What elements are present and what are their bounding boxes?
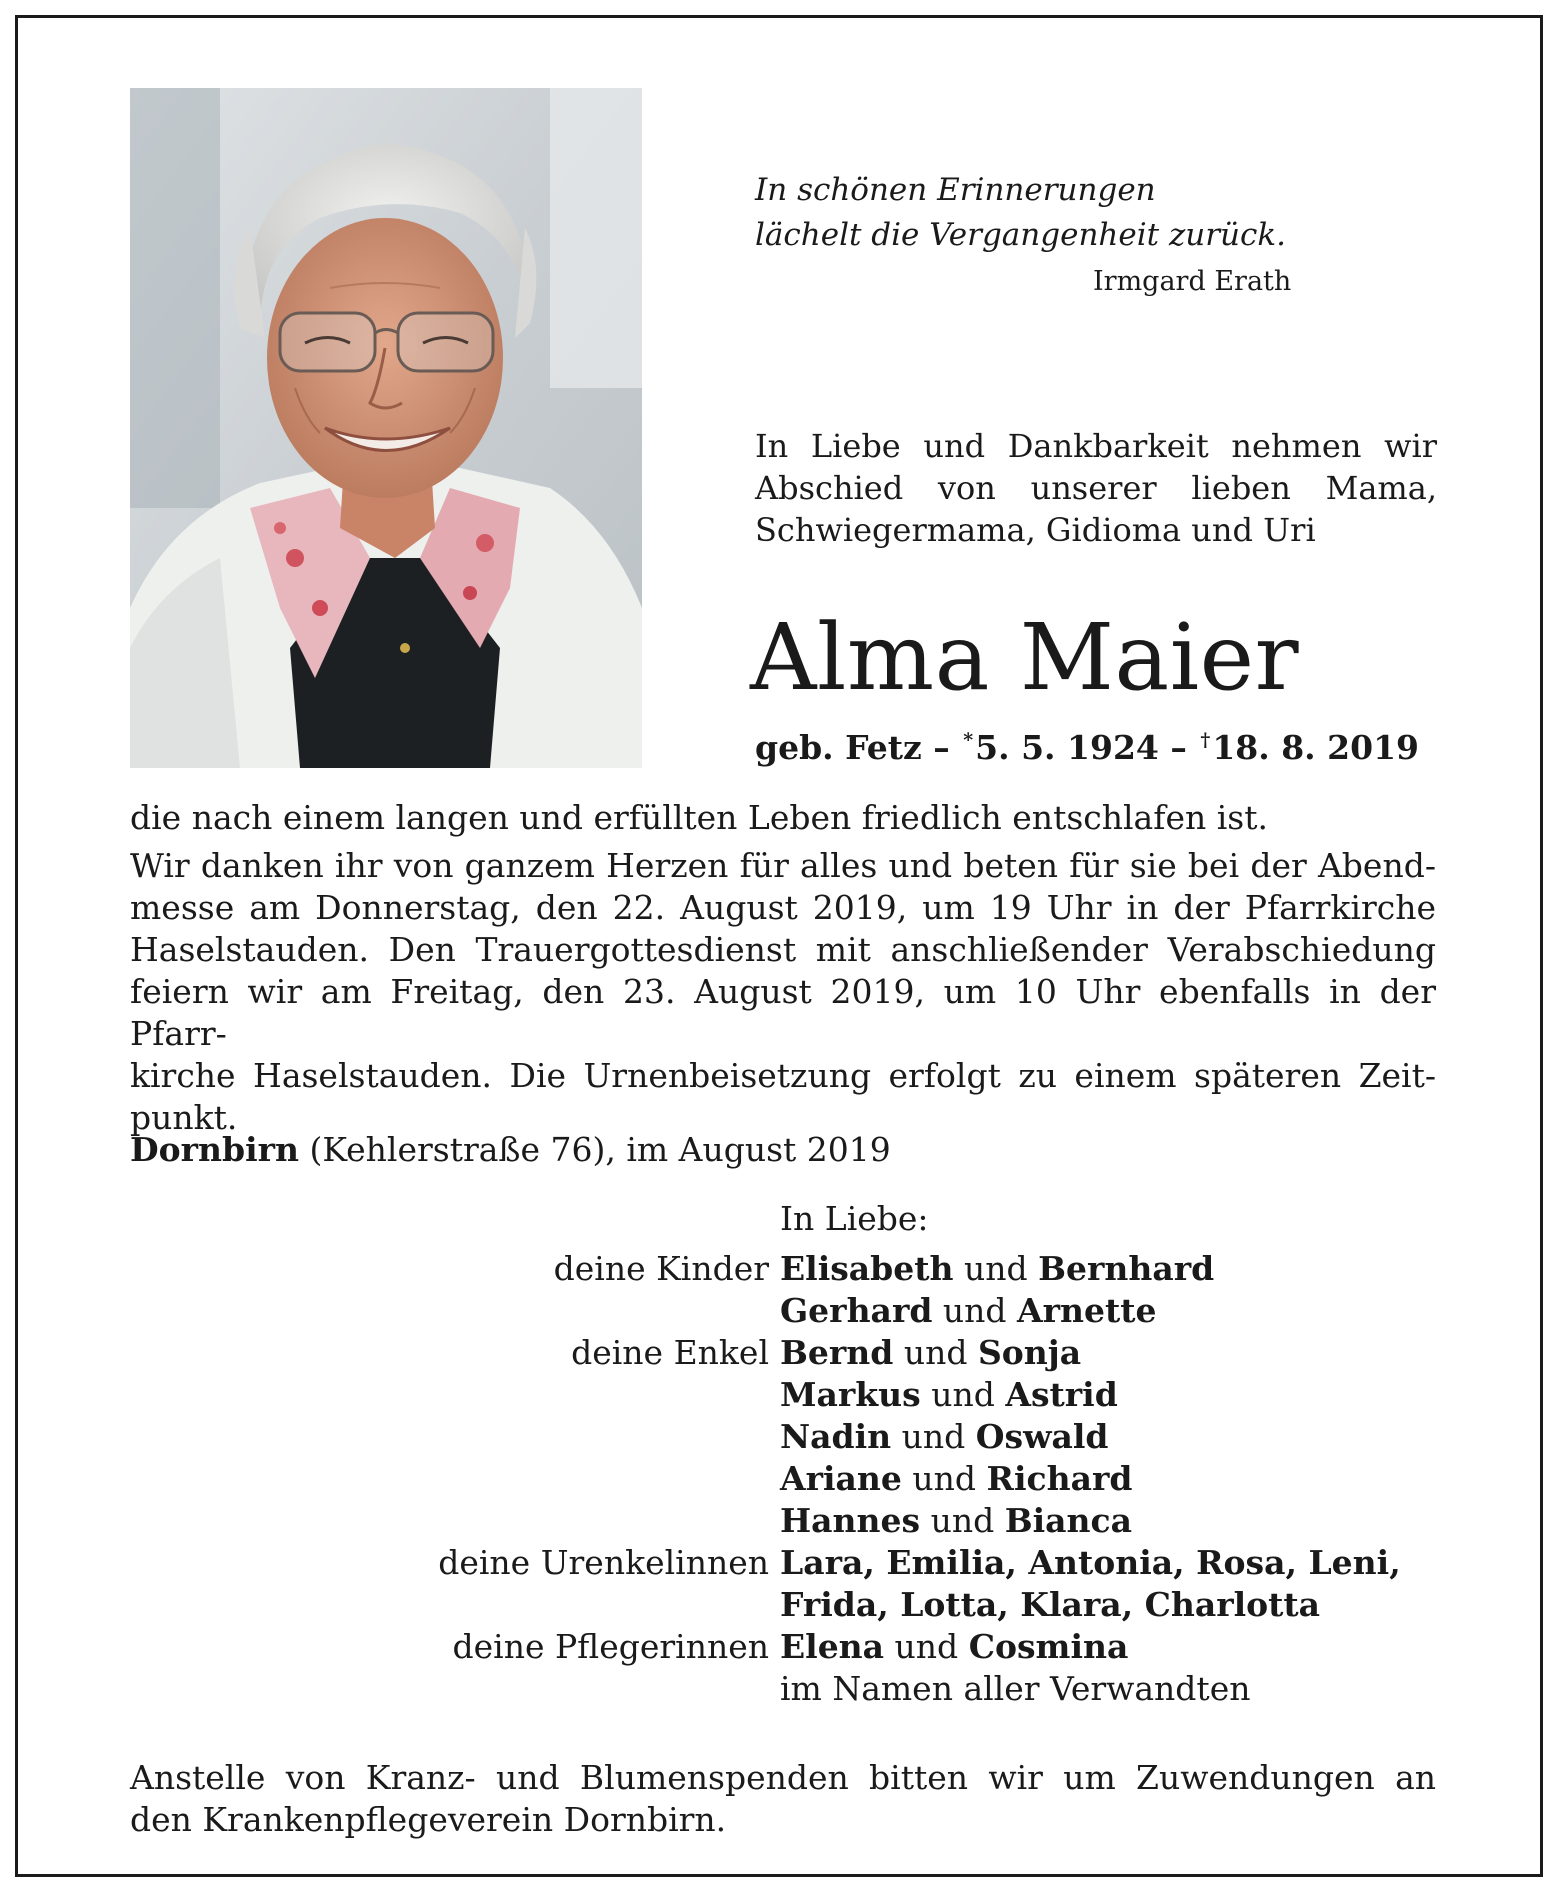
intro-line-2: Abschied von unserer lieben Mama, bbox=[755, 469, 1437, 507]
family-member: Bernhard bbox=[1038, 1249, 1215, 1288]
family-member: Nadin bbox=[780, 1417, 892, 1456]
family-row bbox=[130, 1626, 1436, 1668]
family-member: Cosmina bbox=[968, 1627, 1129, 1666]
family-member: Markus bbox=[780, 1375, 921, 1414]
family-label-caregivers: deine Pflegerinnen bbox=[452, 1627, 769, 1666]
died-symbol: † bbox=[1200, 729, 1211, 751]
family-row bbox=[130, 1500, 1436, 1542]
family-heading: In Liebe: bbox=[780, 1199, 929, 1238]
family-row bbox=[130, 1584, 1436, 1626]
family-list bbox=[130, 1198, 1436, 1710]
place-city: Dornbirn bbox=[130, 1130, 299, 1169]
family-member: Astrid bbox=[1005, 1375, 1118, 1414]
family-row bbox=[130, 1542, 1436, 1584]
family-row bbox=[130, 1290, 1436, 1332]
conjunction: und bbox=[920, 1501, 1005, 1540]
donation-line-2: den Krankenpflegeverein Dornbirn. bbox=[130, 1800, 727, 1839]
conjunction: und bbox=[891, 1417, 976, 1456]
epigraph-quote bbox=[755, 168, 1286, 258]
family-member: Ariane bbox=[780, 1459, 902, 1498]
family-member: Gerhard bbox=[780, 1291, 933, 1330]
conjunction: und bbox=[932, 1291, 1018, 1330]
service-paragraph bbox=[130, 845, 1436, 1139]
body-first-line: die nach einem langen und erfüllten Leben friedlich entschlafen ist. bbox=[130, 798, 1268, 837]
family-row bbox=[130, 1416, 1436, 1458]
life-dates: geb. Fetz – *5. 5. 1924 – †18. 8. 2019 bbox=[755, 728, 1419, 767]
family-member: Arnette bbox=[1017, 1291, 1157, 1330]
body-line: feiern wir am Freitag, den 23. August 2019, um 10 Uhr ebenfalls in der Pfarr- bbox=[130, 972, 1436, 1053]
family-member: Oswald bbox=[975, 1417, 1109, 1456]
family-member: Frida, Lotta, Klara, Charlotta bbox=[780, 1585, 1321, 1624]
family-member: Elisabeth bbox=[780, 1249, 954, 1288]
death-date: 18. 8. 2019 bbox=[1212, 728, 1419, 767]
birth-date: 5. 5. 1924 bbox=[975, 728, 1159, 767]
family-label-grandchildren: deine Enkel bbox=[571, 1333, 769, 1372]
conjunction: und bbox=[953, 1249, 1039, 1288]
family-row bbox=[130, 1668, 1436, 1710]
family-row bbox=[130, 1458, 1436, 1500]
family-member: Sonja bbox=[977, 1333, 1082, 1372]
born-symbol: * bbox=[963, 729, 974, 751]
family-row bbox=[130, 1374, 1436, 1416]
intro-line-3: Schwiegermama, Gidioma und Uri bbox=[755, 511, 1316, 549]
quote-author: Irmgard Erath bbox=[1093, 266, 1292, 297]
body-line: messe am Donnerstag, den 22. August 2019, um 19 Uhr in der Pfarrkirche bbox=[130, 888, 1436, 927]
deceased-name: Alma Maier bbox=[750, 604, 1300, 711]
family-heading-row bbox=[130, 1198, 1436, 1248]
family-member: Richard bbox=[986, 1459, 1133, 1498]
family-member: Bernd bbox=[780, 1333, 894, 1372]
conjunction: und bbox=[884, 1627, 969, 1666]
donation-note bbox=[130, 1757, 1436, 1841]
body-line: Haselstauden. Den Trauergottesdienst mit anschließender Verabschiedung bbox=[130, 930, 1436, 969]
place-rest: (Kehlerstraße 76), im August 2019 bbox=[299, 1130, 891, 1169]
family-member: Bianca bbox=[1004, 1501, 1133, 1540]
birth-name: geb. Fetz bbox=[755, 728, 922, 767]
donation-line-1: Anstelle von Kranz- und Blumenspenden bitten wir um Zuwendungen an bbox=[130, 1758, 1436, 1797]
family-closing: im Namen aller Verwandten bbox=[780, 1669, 1251, 1708]
body-line: punkt. bbox=[130, 1098, 238, 1137]
family-row bbox=[130, 1332, 1436, 1374]
intro-text bbox=[755, 425, 1437, 551]
family-member: Elena bbox=[780, 1627, 885, 1666]
family-member: Hannes bbox=[780, 1501, 921, 1540]
body-line: kirche Haselstauden. Die Urnenbeisetzung erfolgt zu einem späteren Zeit- bbox=[130, 1056, 1436, 1095]
place-date-line bbox=[130, 1130, 891, 1169]
portrait-photo bbox=[130, 88, 642, 768]
quote-line-2: lächelt die Vergangenheit zurück. bbox=[755, 217, 1287, 253]
conjunction: und bbox=[893, 1333, 978, 1372]
family-row bbox=[130, 1248, 1436, 1290]
family-label-great-grandchildren: deine Urenkelinnen bbox=[438, 1543, 769, 1582]
intro-line-1: In Liebe und Dankbarkeit nehmen wir bbox=[755, 427, 1437, 465]
body-line: Wir danken ihr von ganzem Herzen für alles und beten für sie bei der Abend- bbox=[130, 846, 1436, 885]
family-member: Lara, Emilia, Antonia, Rosa, Leni, bbox=[780, 1543, 1401, 1582]
conjunction: und bbox=[901, 1459, 987, 1498]
quote-line-1: In schönen Erinnerungen bbox=[755, 172, 1156, 208]
conjunction: und bbox=[920, 1375, 1006, 1414]
announcement-body bbox=[130, 797, 1436, 1139]
family-label-children: deine Kinder bbox=[553, 1249, 769, 1288]
